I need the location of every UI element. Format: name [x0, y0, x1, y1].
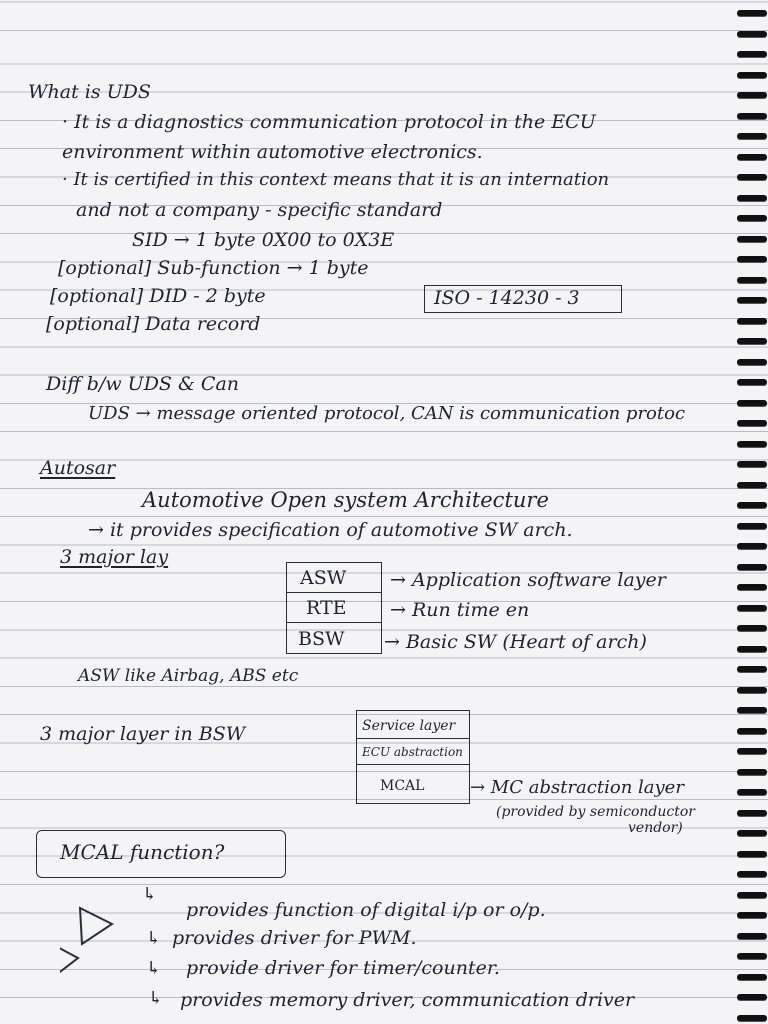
- spiral-coil: [737, 584, 767, 590]
- autosar-major-label: 3 major lay: [60, 546, 169, 568]
- layer-bsw: BSW: [298, 628, 345, 650]
- bsw-divider-2: [356, 764, 469, 765]
- diff-line: UDS → message oriented protocol, CAN is communication protoc: [88, 403, 686, 424]
- uds-line-3: · It is certified in this context means that it is an internation: [62, 169, 610, 190]
- spiral-coil: [737, 810, 767, 816]
- spiral-coil: [737, 851, 767, 857]
- spiral-coil: [737, 10, 767, 16]
- spiral-coil: [737, 625, 767, 631]
- spiral-coil: [737, 92, 767, 98]
- spiral-coil: [737, 256, 767, 262]
- spiral-coil: [737, 236, 767, 242]
- uds-sid: SID → 1 byte 0X00 to 0X3E: [132, 229, 395, 251]
- spiral-binding: [733, 0, 768, 1024]
- layer-divider-2: [286, 622, 381, 623]
- spiral-coil: [737, 523, 767, 529]
- spiral-coil: [737, 297, 767, 303]
- autosar-spec: → it provides specification of automotive SW arch.: [88, 519, 573, 541]
- mcal-title: MCAL function?: [60, 840, 225, 864]
- uds-subfunction: [optional] Sub-function → 1 byte: [58, 257, 369, 279]
- spiral-coil: [737, 871, 767, 877]
- spiral-coil: [737, 687, 767, 693]
- bsw-layer-ecu: ECU abstraction: [362, 745, 463, 759]
- diff-title: Diff b/w UDS & Can: [46, 373, 240, 395]
- bsw-title: 3 major layer in BSW: [40, 723, 246, 745]
- spiral-coil: [737, 543, 767, 549]
- layer-asw: ASW: [300, 567, 347, 589]
- layer-asw-desc: → Application software layer: [390, 569, 666, 591]
- autosar-fullform: Automotive Open system Architecture: [142, 488, 549, 512]
- spiral-coil: [737, 974, 767, 980]
- spiral-coil: [737, 174, 767, 180]
- spiral-coil: [737, 318, 767, 324]
- spiral-coil: [737, 338, 767, 344]
- uds-did: [optional] DID - 2 byte: [50, 285, 266, 307]
- mcal-item-3: provide driver for timer/counter.: [186, 957, 500, 979]
- uds-line-1: · It is a diagnostics communication protocol in the ECU: [62, 111, 596, 133]
- spiral-coil: [737, 359, 767, 365]
- spiral-coil: [737, 51, 767, 57]
- bsw-mcal-note-1: (provided by semiconductor: [496, 804, 695, 820]
- spiral-coil: [737, 1015, 767, 1021]
- spiral-coil: [737, 933, 767, 939]
- item-arrow-icon: ↳: [148, 988, 164, 1009]
- spiral-coil: [737, 666, 767, 672]
- spiral-coil: [737, 133, 767, 139]
- mcal-item-1: provides function of digital i/p or o/p.: [186, 899, 546, 921]
- item-arrow-icon: ↳: [146, 958, 162, 979]
- spiral-coil: [737, 215, 767, 221]
- spiral-coil: [737, 789, 767, 795]
- spiral-coil: [737, 31, 767, 37]
- spiral-coil: [737, 953, 767, 959]
- triangle-doodle-icons: [60, 904, 124, 984]
- spiral-coil: [737, 912, 767, 918]
- spiral-coil: [737, 564, 767, 570]
- bsw-layer-service: Service layer: [362, 718, 456, 734]
- spiral-coil: [737, 994, 767, 1000]
- spiral-coil: [737, 707, 767, 713]
- spiral-coil: [737, 113, 767, 119]
- spiral-coil: [737, 728, 767, 734]
- spiral-coil: [737, 195, 767, 201]
- uds-line-2: environment within automotive electronics.: [62, 141, 483, 163]
- spiral-coil: [737, 748, 767, 754]
- bsw-mcal-desc: → MC abstraction layer: [470, 777, 684, 798]
- layer-rte: RTE: [306, 597, 347, 619]
- item-arrow-icon: ↳: [146, 928, 162, 949]
- layer-rte-desc: → Run time en: [390, 599, 530, 621]
- spiral-coil: [737, 420, 767, 426]
- spiral-coil: [737, 277, 767, 283]
- uds-data-record: [optional] Data record: [46, 313, 261, 335]
- uds-title: What is UDS: [28, 81, 151, 103]
- spiral-coil: [737, 502, 767, 508]
- spiral-coil: [737, 482, 767, 488]
- mcal-item-4: provides memory driver, communication driver: [180, 989, 635, 1011]
- layer-divider-1: [286, 592, 381, 593]
- item-arrow-icon: ↳: [142, 884, 158, 905]
- spiral-coil: [737, 154, 767, 160]
- spiral-coil: [737, 461, 767, 467]
- bsw-mcal-note-2: vendor): [628, 820, 683, 836]
- layer-bsw-desc: → Basic SW (Heart of arch): [384, 631, 647, 653]
- spiral-coil: [737, 892, 767, 898]
- uds-line-4: and not a company - specific standard: [76, 199, 443, 221]
- autosar-title: Autosar: [40, 457, 116, 479]
- spiral-coil: [737, 605, 767, 611]
- bsw-divider-1: [356, 738, 469, 739]
- spiral-coil: [737, 400, 767, 406]
- uds-iso: ISO - 14230 - 3: [434, 287, 580, 309]
- spiral-coil: [737, 379, 767, 385]
- spiral-coil: [737, 72, 767, 78]
- mcal-item-2: provides driver for PWM.: [172, 927, 417, 949]
- asw-note: ASW like Airbag, ABS etc: [78, 666, 299, 686]
- spiral-coil: [737, 646, 767, 652]
- spiral-coil: [737, 830, 767, 836]
- bsw-layer-mcal: MCAL: [380, 778, 425, 794]
- spiral-coil: [737, 769, 767, 775]
- spiral-coil: [737, 441, 767, 447]
